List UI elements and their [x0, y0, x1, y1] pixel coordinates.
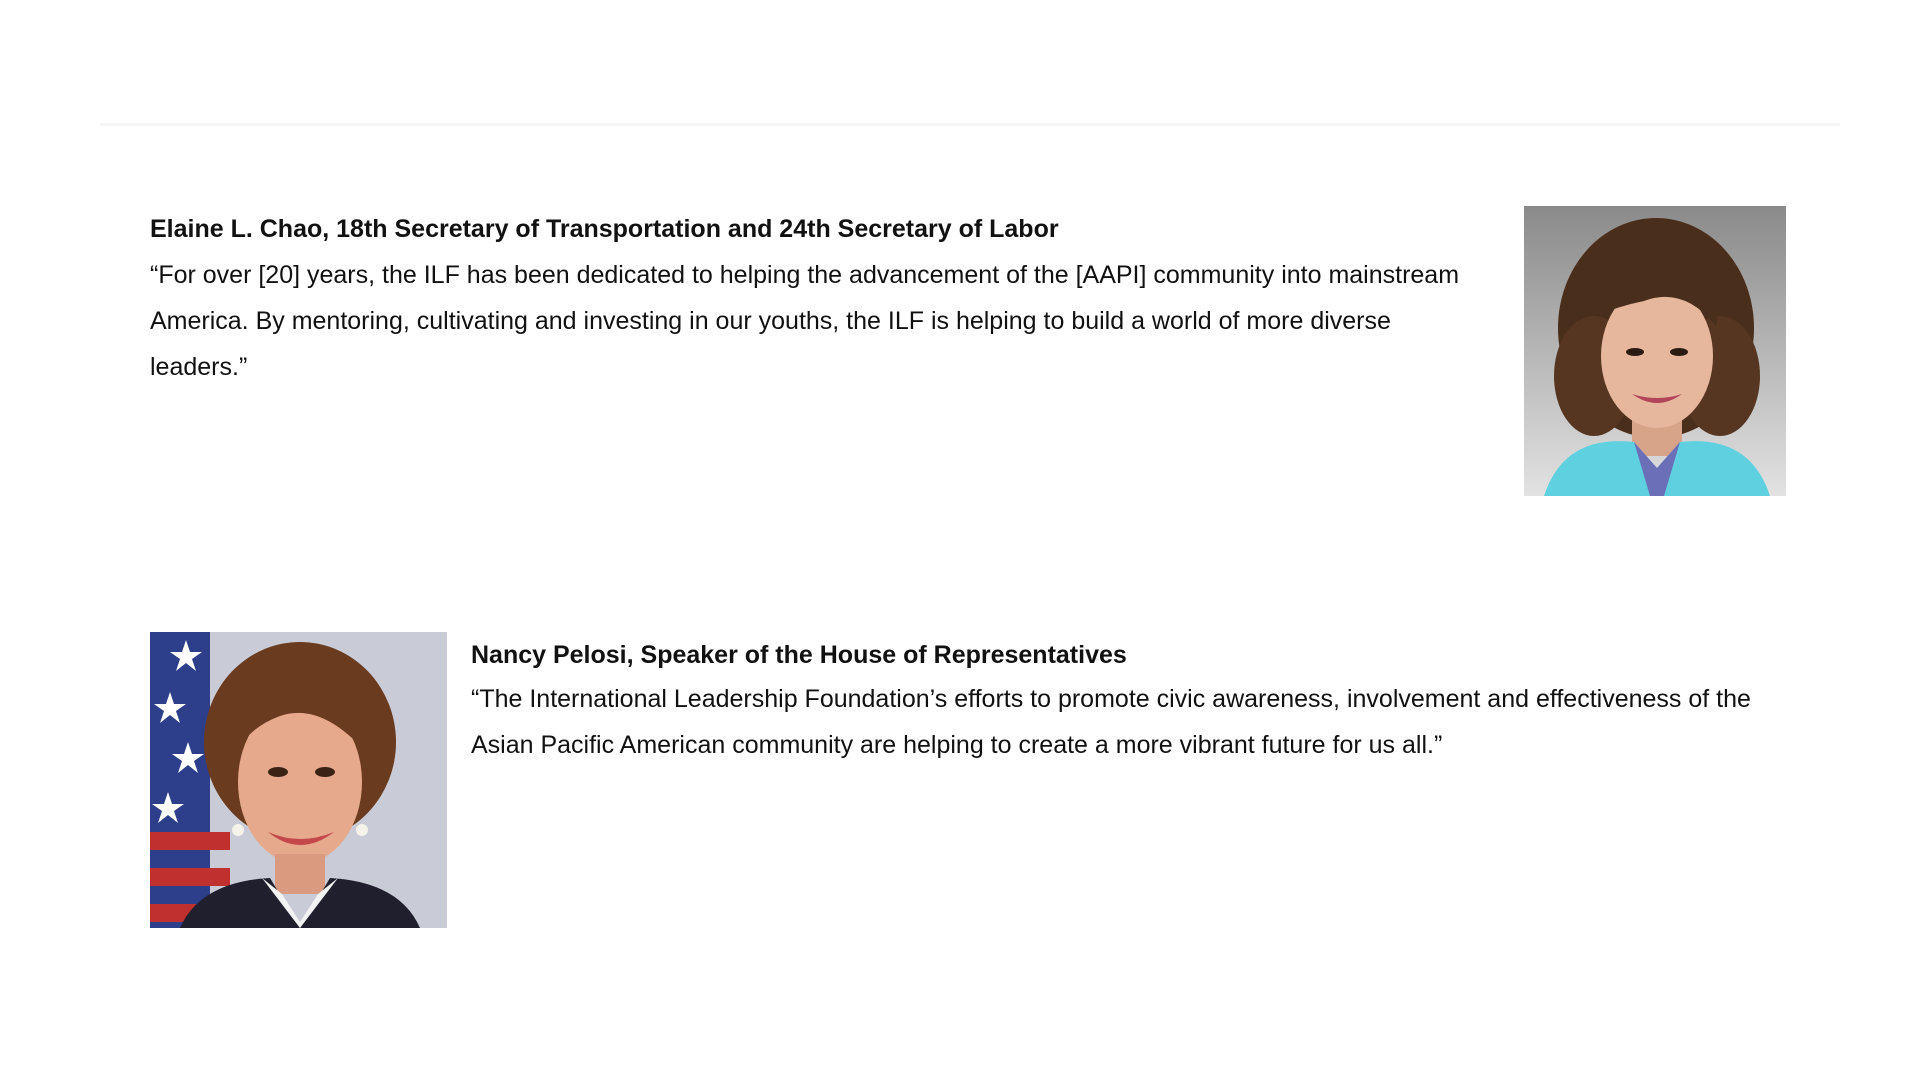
testimonial-quote: “For over [20] years, the ILF has been dedicated to helping the advancement of the [AAPI] community into mainstream America. By mentoring, cultivating and investing in our youths, the ILF is helping to build a world of more diverse leaders.” [150, 261, 1460, 381]
testimonial-name: Nancy Pelosi, Speaker of the House of Representatives [471, 641, 1127, 669]
portrait-illustration [1524, 206, 1786, 496]
portrait-photo-pelosi [150, 632, 447, 928]
testimonial-quote: “The International Leadership Foundation’s efforts to promote civic awareness, involvement and effectiveness of the Asian Pacific American community are helping to create a more vibrant future for us all.” [471, 685, 1751, 759]
portrait-photo-chao [1524, 206, 1786, 496]
testimonial-pelosi [471, 638, 1801, 768]
section-divider [100, 123, 1840, 126]
testimonial-name: Elaine L. Chao, 18th Secretary of Transportation and 24th Secretary of Labor [150, 215, 1059, 243]
testimonial-chao [150, 212, 1490, 390]
portrait-illustration [150, 632, 447, 928]
